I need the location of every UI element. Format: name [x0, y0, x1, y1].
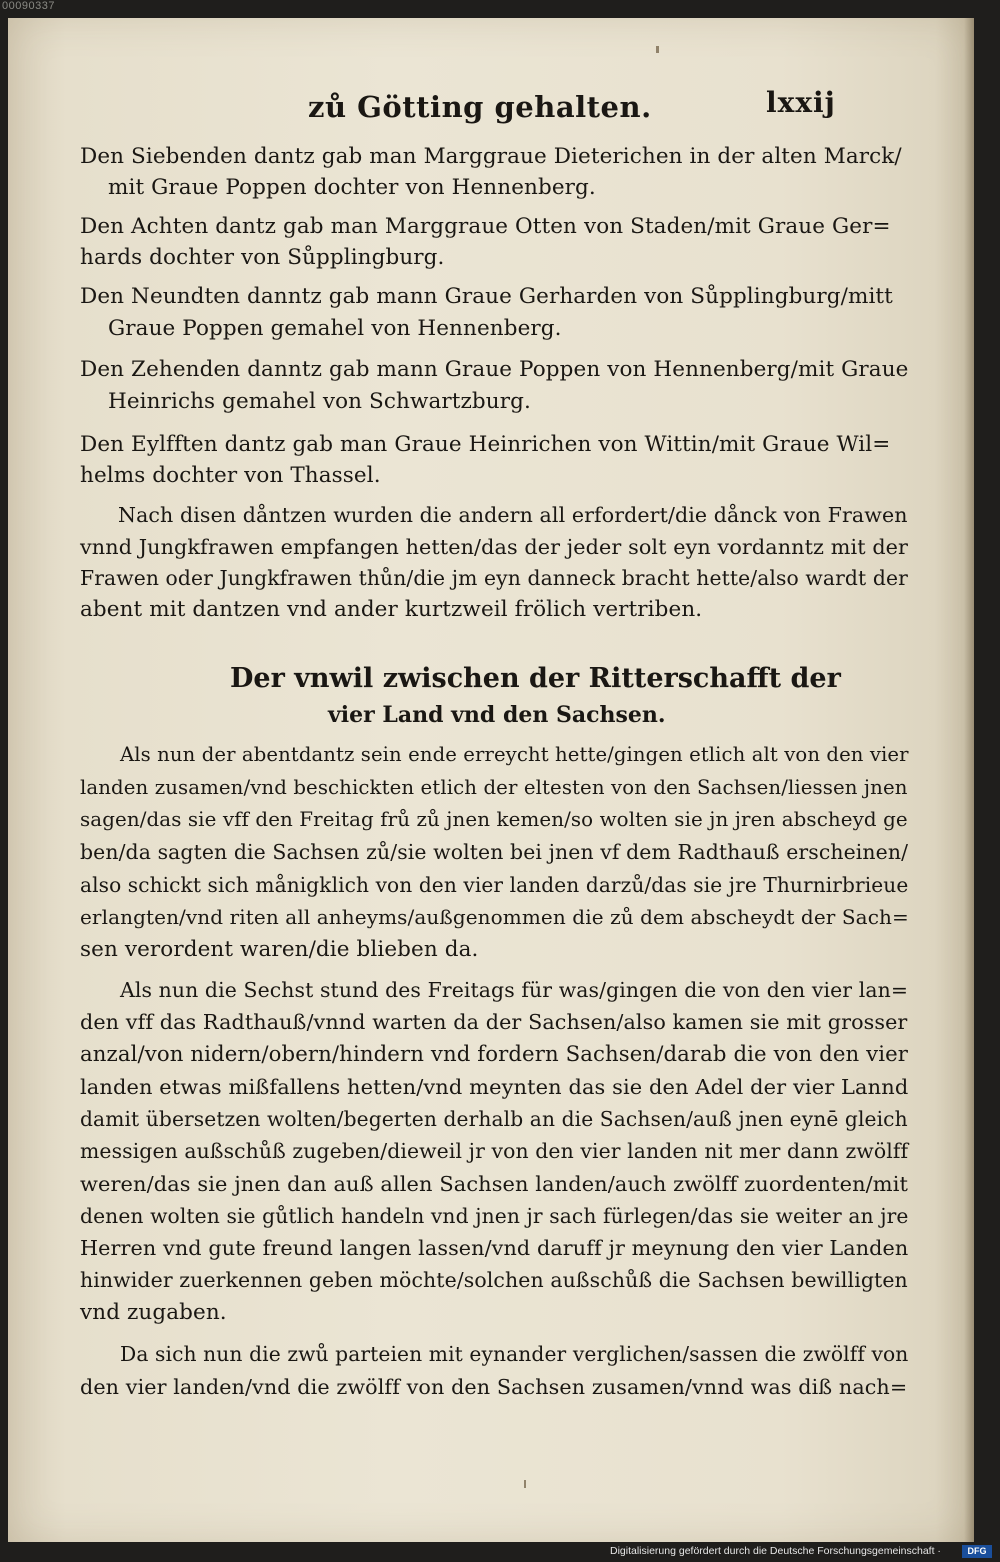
- text-line: sen verordent waren/die blieben da.: [80, 937, 479, 962]
- text-line: sagen/das sie vff den Freitag frů zů jnen kemen/so wolten sie jn jren abscheyd ge: [80, 808, 908, 831]
- text-line: den vff das Radthauß/vnnd warten da der Sachsen/also kamen sie mit grosser: [80, 1010, 908, 1034]
- text-line: Den Achten dantz gab man Marggraue Otten von Staden/mit Graue Ger=: [80, 214, 891, 239]
- text-line: Herren vnd gute freund langen lassen/vnd daruff jr meynung den vier Landen: [80, 1236, 909, 1260]
- text-line: landen etwas mißfallens hetten/vnd meynten das sie den Adel der vier Lannd: [80, 1075, 909, 1099]
- ink-speck: [524, 1480, 526, 1488]
- text-line: Den Siebenden dantz gab man Marggraue Dieterichen in der alten Marck/: [80, 144, 902, 169]
- text-line: Den Neundten danntz gab mann Graue Gerharden von Sůpplingburg/mitt: [80, 284, 893, 309]
- text-line: den vier landen/vnd die zwölff von den Sachsen zusamen/vnnd was diß nach=: [80, 1375, 908, 1399]
- text-line: Da sich nun die zwů parteien mit eynander verglichen/sassen die zwölff von: [120, 1342, 909, 1366]
- text-line: vnnd Jungkfrawen empfangen hetten/das der jeder solt eyn vordanntz mit der: [80, 535, 909, 559]
- ink-speck: [656, 46, 659, 53]
- text-line: Nach disen dåntzen wurden die andern all erfordert/die dånck von Frawen: [118, 503, 908, 527]
- text-line: ben/da sagten die Sachsen zů/sie wolten bei jnen vf dem Radthauß erscheinen/: [80, 840, 909, 864]
- text-line: Als nun die Sechst stund des Freitags für was/gingen die von den vier lan=: [120, 978, 909, 1002]
- text-line: anzal/von nidern/obern/hindern vnd fordern Sachsen/darab die von den vier: [80, 1042, 909, 1067]
- text-line: Den Eylfften dantz gab man Graue Heinrichen von Wittin/mit Graue Wil=: [80, 432, 891, 457]
- text-line: Als nun der abentdantz sein ende erreycht hette/gingen etlich alt von den vier: [120, 743, 909, 766]
- text-line: Heinrichs gemahel von Schwartzburg.: [108, 389, 531, 414]
- text-line: hinwider zuerkennen geben möchte/solchen außschůß die Sachsen bewilligten: [80, 1268, 908, 1292]
- text-line: Graue Poppen gemahel von Hennenberg.: [108, 316, 562, 341]
- dfg-logo: DFG: [962, 1545, 992, 1558]
- text-line: also schickt sich månigklich von den vier landen darzů/das sie jre Thurnirbrieue: [80, 873, 909, 897]
- text-line: erlangten/vnd riten all anheyms/außgenommen die zů dem abscheydt der Sach=: [80, 905, 909, 929]
- text-line: weren/das sie jnen dan auß allen Sachsen landen/auch zwölff zuordenten/mit: [80, 1172, 909, 1196]
- text-line: damit übersetzen wolten/begerten derhalb an die Sachsen/auß jnen eynē gleich: [80, 1107, 908, 1131]
- digitization-credit: Digitalisierung gefördert durch die Deutsche Forschungsgemeinschaft ·: [610, 1545, 941, 1557]
- running-title: zů Götting gehalten.: [308, 90, 652, 124]
- text-line: abent mit dantzen vnd ander kurtzweil frölich vertriben.: [80, 597, 703, 622]
- text-line: messigen außschůß zugeben/dieweil jr von den vier landen nit mer dann zwölff: [80, 1139, 909, 1163]
- page-edge-shadow: [964, 18, 974, 1542]
- section-heading-subtitle: vier Land vnd den Sachsen.: [328, 702, 666, 728]
- book-page: [8, 18, 974, 1542]
- text-line: Frawen oder Jungkfrawen thůn/die jm eyn danneck bracht hette/also wardt der: [80, 566, 908, 590]
- text-line: mit Graue Poppen dochter von Hennenberg.: [108, 175, 596, 200]
- text-line: hards dochter von Sůpplingburg.: [80, 245, 445, 270]
- text-line: helms dochter von Thassel.: [80, 463, 381, 488]
- folio-number: lxxij: [766, 86, 836, 119]
- text-line: denen wolten sie gůtlich handeln vnd jnen jr sach fürlegen/das sie weiter an jre: [80, 1204, 909, 1228]
- text-line: Den Zehenden danntz gab mann Graue Poppen von Hennenberg/mit Graue: [80, 357, 909, 382]
- scan-id: 00090337: [2, 0, 55, 12]
- section-heading: Der vnwil zwischen der Ritterschafft der: [230, 663, 841, 694]
- text-line: vnd zugaben.: [80, 1300, 227, 1325]
- text-line: landen zusamen/vnd beschickten etlich der eltesten von den Sachsen/liessen jnen: [80, 776, 908, 799]
